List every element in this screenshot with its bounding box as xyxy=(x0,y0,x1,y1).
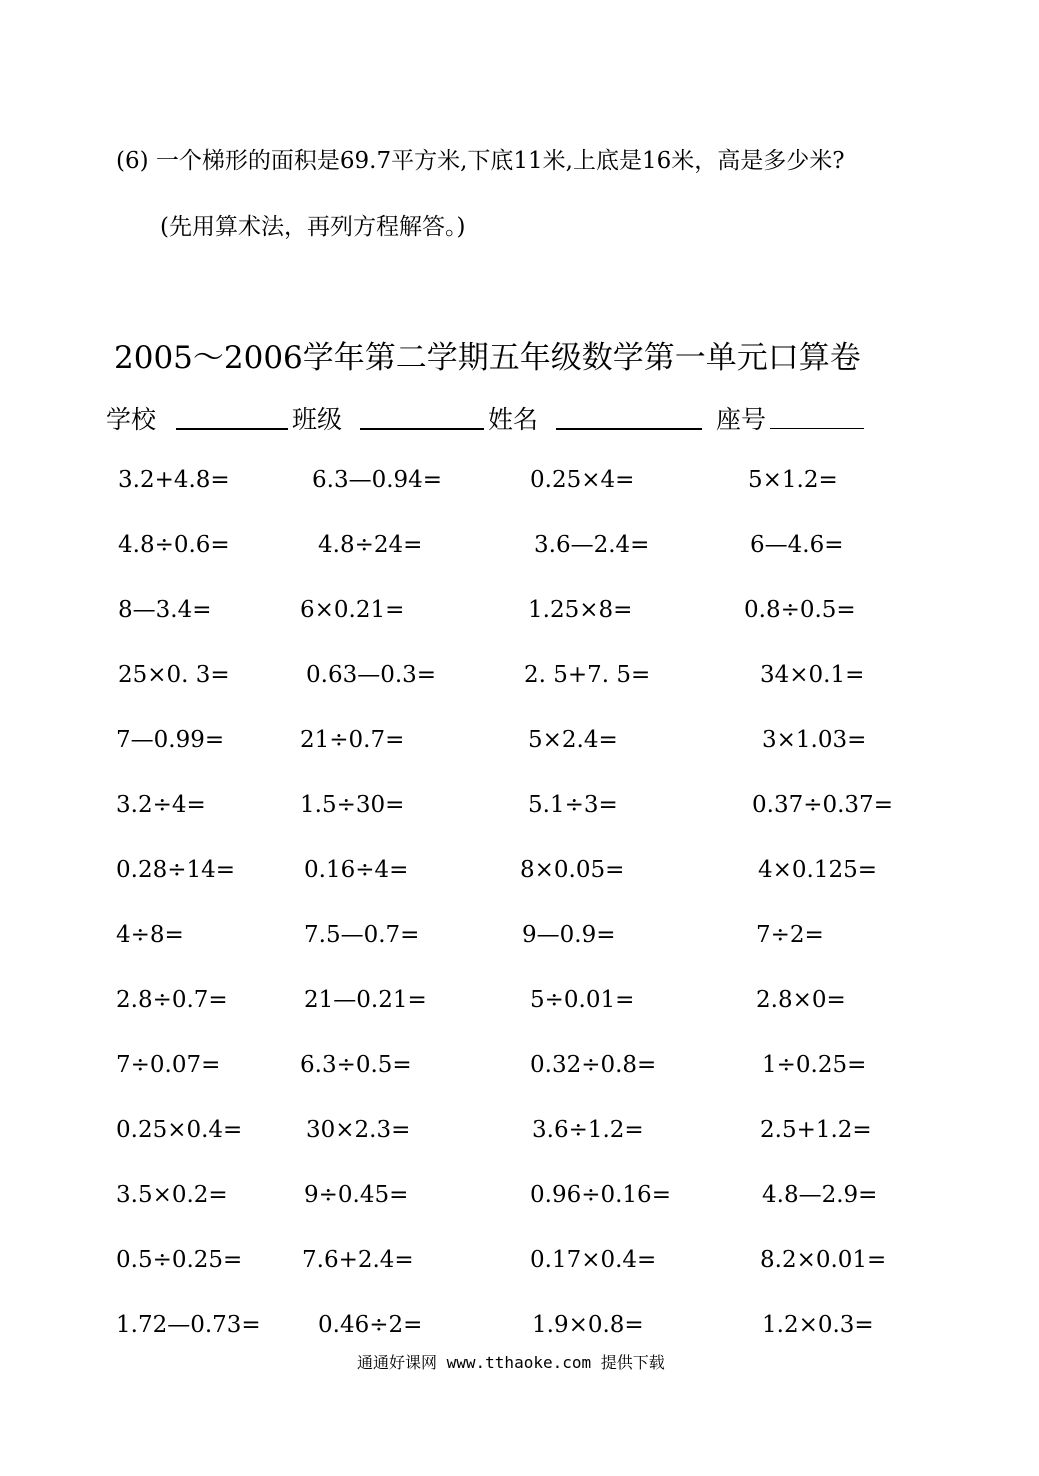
problem-item: 3.5×0.2= xyxy=(116,1182,228,1208)
problem-item: 3×1.03= xyxy=(762,727,867,753)
problem-item: 0.37÷0.37= xyxy=(752,792,893,818)
problem-item: 7÷0.07= xyxy=(116,1052,221,1078)
question-6-note: (先用算术法，再列方程解答。) xyxy=(160,214,466,240)
problem-item: 21÷0.7= xyxy=(300,727,405,753)
problem-item: 2.5+1.2= xyxy=(760,1117,872,1143)
problem-item: 0.25×0.4= xyxy=(116,1117,243,1143)
problem-item: 1.5÷30= xyxy=(300,792,405,818)
problem-item: 3.2÷4= xyxy=(116,792,206,818)
problem-item: 5.1÷3= xyxy=(528,792,618,818)
problem-item: 5×2.4= xyxy=(528,727,618,753)
problem-item: 1.2×0.3= xyxy=(762,1312,874,1338)
problem-item: 0.63—0.3= xyxy=(306,662,437,688)
problem-item: 6.3÷0.5= xyxy=(300,1052,412,1078)
problem-item: 6.3—0.94= xyxy=(312,467,443,493)
problem-item: 5×1.2= xyxy=(748,467,838,493)
problem-item: 9÷0.45= xyxy=(304,1182,409,1208)
problem-item: 3.6÷1.2= xyxy=(532,1117,644,1143)
page-title: 2005～2006学年第二学期五年级数学第一单元口算卷 xyxy=(114,340,861,376)
problem-item: 1.72—0.73= xyxy=(116,1312,261,1338)
seat-label: 座号 xyxy=(716,405,767,434)
problem-item: 34×0.1= xyxy=(760,662,865,688)
problem-item: 4.8÷0.6= xyxy=(118,532,230,558)
problem-item: 0.32÷0.8= xyxy=(530,1052,657,1078)
problem-item: 3.6—2.4= xyxy=(534,532,650,558)
problem-item: 6×0.21= xyxy=(300,597,405,623)
problem-item: 6—4.6= xyxy=(750,532,844,558)
problem-item: 4×0.125= xyxy=(758,857,878,883)
problem-item: 0.96÷0.16= xyxy=(530,1182,671,1208)
seat-blank xyxy=(770,428,864,429)
problem-item: 2.8×0= xyxy=(756,987,846,1013)
name-label: 姓名 xyxy=(488,405,539,434)
problem-item: 7.6+2.4= xyxy=(302,1247,414,1273)
problem-item: 0.5÷0.25= xyxy=(116,1247,243,1273)
name-blank xyxy=(556,428,702,430)
problem-item: 8.2×0.01= xyxy=(760,1247,887,1273)
problem-item: 7—0.99= xyxy=(116,727,225,753)
problem-item: 0.46÷2= xyxy=(318,1312,423,1338)
question-6: (6) 一个梯形的面积是69.7平方米,下底11米,上底是16米，高是多少米? xyxy=(116,148,845,174)
class-label: 班级 xyxy=(292,405,343,434)
problem-item: 7÷2= xyxy=(756,922,824,948)
problem-item: 8×0.05= xyxy=(520,857,625,883)
problem-item: 1.9×0.8= xyxy=(532,1312,644,1338)
problem-item: 4.8—2.9= xyxy=(762,1182,878,1208)
school-blank xyxy=(176,428,288,430)
problem-item: 2. 5+7. 5= xyxy=(524,662,651,688)
problem-item: 2.8÷0.7= xyxy=(116,987,228,1013)
problem-item: 9—0.9= xyxy=(522,922,616,948)
problem-item: 25×0. 3= xyxy=(118,662,230,688)
problem-item: 0.8÷0.5= xyxy=(744,597,856,623)
class-blank xyxy=(360,428,484,430)
problem-item: 4÷8= xyxy=(116,922,184,948)
problem-item: 0.16÷4= xyxy=(304,857,409,883)
problem-item: 0.25×4= xyxy=(530,467,635,493)
problem-item: 5÷0.01= xyxy=(530,987,635,1013)
problem-item: 30×2.3= xyxy=(306,1117,411,1143)
problem-item: 0.28÷14= xyxy=(116,857,236,883)
problem-item: 3.2+4.8= xyxy=(118,467,230,493)
problem-item: 21—0.21= xyxy=(304,987,427,1013)
problem-item: 4.8÷24= xyxy=(318,532,423,558)
problem-item: 7.5—0.7= xyxy=(304,922,420,948)
problem-item: 8—3.4= xyxy=(118,597,212,623)
school-label: 学校 xyxy=(106,405,157,434)
problem-item: 0.17×0.4= xyxy=(530,1247,657,1273)
footer-text: 通通好课网 www.tthaoke.com 提供下载 xyxy=(357,1353,665,1372)
problem-item: 1.25×8= xyxy=(528,597,633,623)
problem-item: 1÷0.25= xyxy=(762,1052,867,1078)
